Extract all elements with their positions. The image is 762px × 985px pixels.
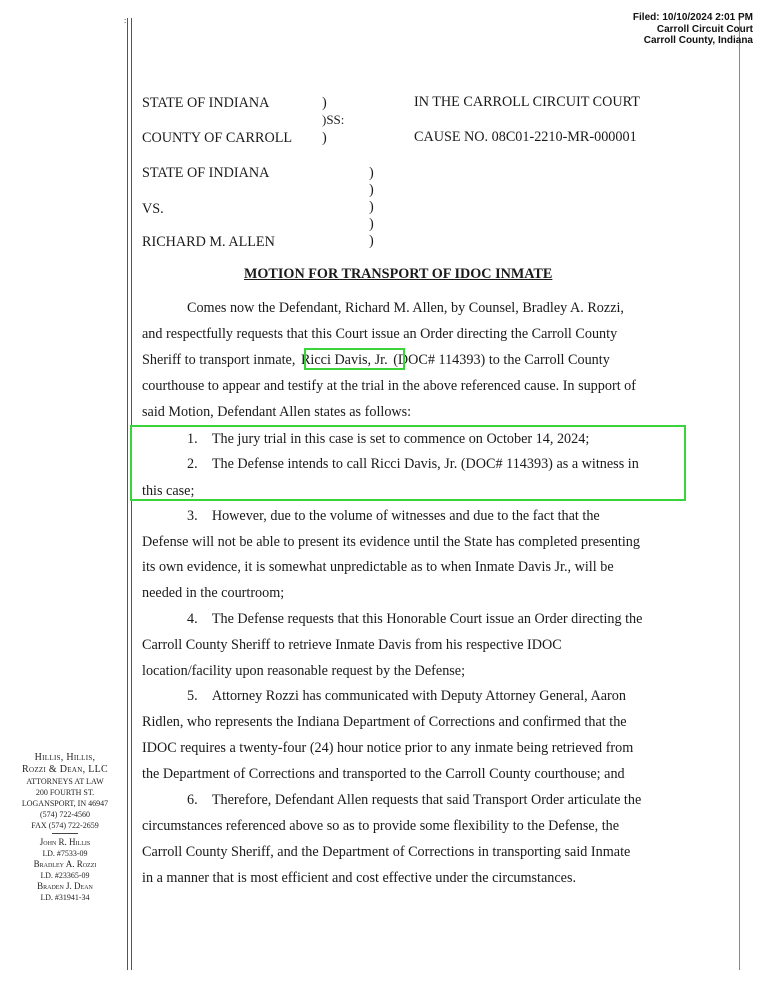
body-text: (DOC# 114393) to the Carroll County xyxy=(393,352,610,368)
filed-stamp-line: Carroll County, Indiana xyxy=(643,35,753,46)
attorney-id: I.D. #7533-09 xyxy=(42,849,88,858)
body-line: and respectfully requests that this Court issue an Order directing the Carroll County xyxy=(142,326,618,342)
numbered-item: 2. The Defense intends to call Ricci Davis, Jr. (DOC# 114393) as a witness in xyxy=(187,456,639,472)
caption-county: COUNTY OF CARROLL xyxy=(142,130,293,146)
numbered-item-continued: in a manner that is most efficient and cost effective under the circumstances. xyxy=(142,870,577,886)
firm-name: Rozzi & Dean, LLC xyxy=(22,764,108,775)
firm-role: ATTORNEYS AT LAW xyxy=(26,777,104,786)
numbered-item-continued: its own evidence, it is somewhat unpredictable as to when Inmate Davis Jr., will be xyxy=(142,559,614,575)
numbered-item-continued: this case; xyxy=(142,483,195,499)
attorney-id: I.D. #31941-34 xyxy=(40,893,90,902)
firm-city: LOGANSPORT, IN 46947 xyxy=(21,799,109,808)
caption-state: STATE OF INDIANA xyxy=(142,95,270,111)
caption-cause: CAUSE NO. 08C01-2210-MR-000001 xyxy=(414,129,637,145)
firm-street: 200 FOURTH ST. xyxy=(35,788,95,797)
numbered-item-continued: needed in the courtroom; xyxy=(142,585,285,601)
body-line: said Motion, Defendant Allen states as follows: xyxy=(142,404,412,420)
caption-paren: ) xyxy=(369,182,374,198)
caption-paren: ) xyxy=(369,233,374,249)
numbered-item-continued: IDOC requires a twenty-four (24) hour notice prior to any inmate being retrieved from xyxy=(142,740,634,756)
attorney-name: Bradley A. Rozzi xyxy=(33,859,97,869)
caption-paren: ) xyxy=(369,165,374,181)
caption-court: IN THE CARROLL CIRCUIT COURT xyxy=(414,94,640,110)
body-line: courthouse to appear and testify at the trial in the above referenced cause. In support of xyxy=(142,378,636,394)
body-text: Sheriff to transport inmate, xyxy=(142,352,296,368)
numbered-item: 5. Attorney Rozzi has communicated with Deputy Attorney General, Aaron xyxy=(187,688,626,704)
highlighted-inmate-name: Ricci Davis, Jr. xyxy=(300,352,388,368)
numbered-item-continued: Ridlen, who represents the Indiana Department of Corrections and confirmed that the xyxy=(142,714,627,730)
filed-stamp xyxy=(633,12,753,47)
right-margin-rule xyxy=(739,18,740,970)
numbered-item: 3. However, due to the volume of witnesses and due to the fact that the xyxy=(187,508,600,524)
left-margin-rule xyxy=(127,18,128,970)
numbered-item: 1. The jury trial in this case is set to commence on October 14, 2024; xyxy=(187,431,590,447)
inmate-name-highlight xyxy=(304,348,405,370)
caption-paren: ) xyxy=(322,95,327,111)
filed-stamp-line: Carroll Circuit Court xyxy=(656,23,753,35)
numbered-item: 4. The Defense requests that this Honorable Court issue an Order directing the xyxy=(187,611,643,627)
body-line: Comes now the Defendant, Richard M. Allen, by Counsel, Bradley A. Rozzi, xyxy=(187,300,624,316)
numbered-item-continued: circumstances referenced above so as to provide some flexibility to the Defense, the xyxy=(142,818,620,834)
attorney-id: I.D. #23365-09 xyxy=(40,871,90,880)
caption-vs: VS. xyxy=(142,201,164,217)
caption-paren: ) xyxy=(322,130,327,146)
margin-mark: : xyxy=(124,16,127,25)
filed-stamp-line: Filed: 10/10/2024 2:01 PM xyxy=(632,12,753,23)
numbered-item-continued: Carroll County Sheriff, and the Department of Corrections in transporting said Inmate xyxy=(142,844,631,860)
firm-divider xyxy=(52,833,78,834)
numbered-item-continued: the Department of Corrections and transported to the Carroll County courthouse; and xyxy=(142,766,625,782)
caption-paren: ) xyxy=(369,216,374,232)
firm-fax: FAX (574) 722-2659 xyxy=(31,821,99,830)
numbered-item-continued: location/facility upon reasonable request by the Defense; xyxy=(142,663,466,679)
attorney-name: John R. Hillis xyxy=(39,837,91,847)
caption-ss: )SS: xyxy=(322,112,345,127)
firm-phone: (574) 722-4560 xyxy=(40,810,90,819)
motion-title: MOTION FOR TRANSPORT OF IDOC INMATE xyxy=(244,266,553,282)
firm-name: Hillis, Hillis, xyxy=(34,752,96,763)
attorney-name: Braden J. Dean xyxy=(37,881,93,891)
numbered-item-continued: Carroll County Sheriff to retrieve Inmate Davis from his respective IDOC xyxy=(142,637,562,653)
caption-defendant: RICHARD M. ALLEN xyxy=(142,234,275,250)
numbered-item: 6. Therefore, Defendant Allen requests that said Transport Order articulate the xyxy=(187,792,642,808)
caption-plaintiff: STATE OF INDIANA xyxy=(142,165,270,181)
numbered-item-continued: Defense will not be able to present its evidence until the State has completed presenting xyxy=(142,534,640,550)
caption-paren: ) xyxy=(369,199,374,215)
law-firm-letterhead xyxy=(6,752,124,903)
